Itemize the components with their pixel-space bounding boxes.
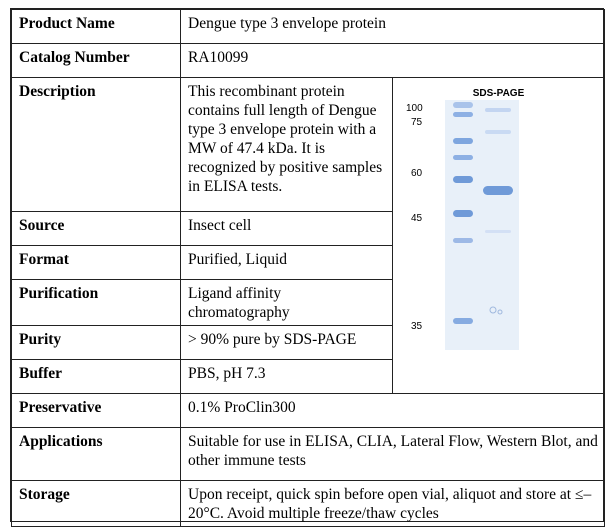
row-value: Purified, Liquid: [181, 246, 393, 280]
row-label: Product Name: [12, 10, 181, 44]
row-label: Purification: [12, 280, 181, 326]
row-value: RA10099: [181, 44, 605, 78]
sample-faint-band: [485, 108, 511, 112]
row-value: This recombinant protein contains full length of Dengue type 3 envelope protein with a MW of 47.4 kDa. It is recognized by positive samples in ELISA tests.: [181, 78, 393, 212]
table-row: [12, 428, 605, 481]
row-value: Ligand affinity chromatography: [181, 280, 393, 326]
spec-table: [11, 9, 605, 527]
marker-band: [453, 176, 473, 183]
mw-label: 75: [411, 117, 423, 128]
gel-image: [393, 78, 553, 376]
marker-band: [453, 318, 473, 324]
row-label: Purity: [12, 326, 181, 360]
mw-label: 100: [406, 103, 423, 114]
sample-main-band: [483, 186, 513, 195]
row-label: Description: [12, 78, 181, 212]
table-row: [12, 10, 605, 44]
row-value: Suitable for use in ELISA, CLIA, Lateral Flow, Western Blot, and other immune tests: [181, 428, 605, 481]
row-label: Preservative: [12, 394, 181, 428]
row-value: Insect cell: [181, 212, 393, 246]
row-value: Dengue type 3 envelope protein: [181, 10, 605, 44]
row-label: Buffer: [12, 360, 181, 394]
sds-page-figure: [393, 78, 605, 394]
row-label: Format: [12, 246, 181, 280]
row-label: Source: [12, 212, 181, 246]
table-row: [12, 394, 605, 428]
row-value: > 90% pure by SDS-PAGE: [181, 326, 393, 360]
table-row: [12, 78, 605, 212]
mw-label: 60: [411, 168, 423, 179]
mw-label: 35: [411, 321, 423, 332]
product-datasheet: [10, 8, 604, 522]
row-value: Upon receipt, quick spin before open vial, aliquot and store at ≤–20°C. Avoid multiple freeze/thaw cycles: [181, 481, 605, 527]
row-label: Catalog Number: [12, 44, 181, 78]
row-label: Applications: [12, 428, 181, 481]
row-label: Storage: [12, 481, 181, 527]
sample-faint-band: [485, 230, 511, 233]
table-row: [12, 481, 605, 527]
marker-band: [453, 210, 473, 217]
gel-lane-bg: [445, 100, 519, 350]
row-value: PBS, pH 7.3: [181, 360, 393, 394]
mw-label: 45: [411, 213, 423, 224]
marker-band: [453, 238, 473, 243]
marker-band: [453, 155, 473, 160]
row-value: 0.1% ProClin300: [181, 394, 605, 428]
gel-title: SDS-PAGE: [472, 88, 525, 99]
sample-faint-band: [485, 130, 511, 134]
marker-band: [453, 102, 473, 108]
marker-band: [453, 112, 473, 117]
marker-band: [453, 138, 473, 144]
table-row: [12, 44, 605, 78]
